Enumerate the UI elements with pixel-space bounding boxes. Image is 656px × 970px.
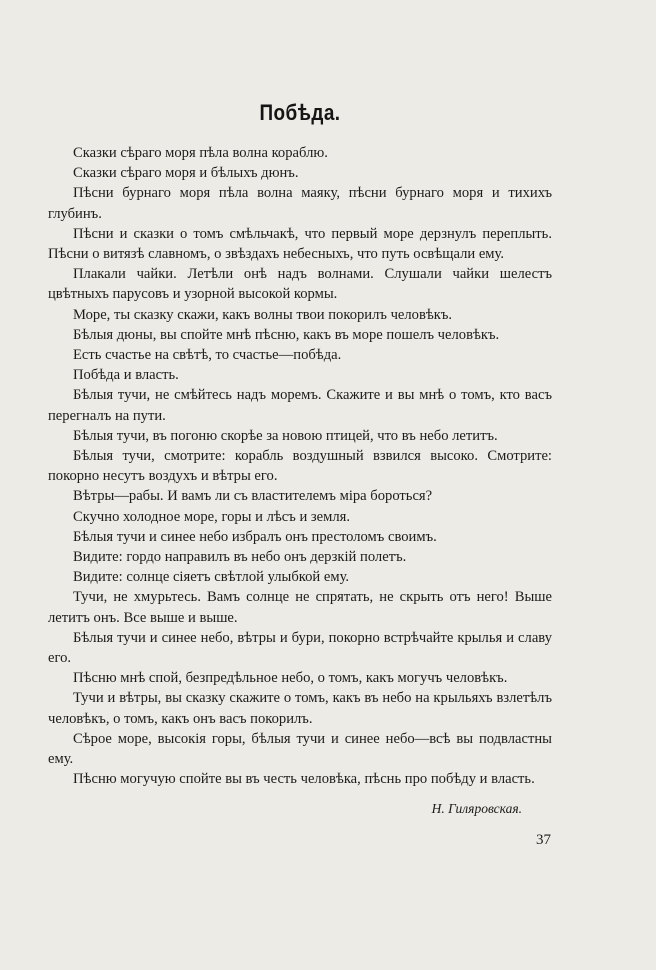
paragraph: Сказки сѣраго моря и бѣлыхъ дюнъ. — [73, 165, 299, 182]
poem-body — [48, 143, 552, 790]
paragraph: Бѣлыя тучи, смотрите: корабль воздушный взвился высоко. Смотрите: покорно несутъ воздухъ и вѣтры его. — [48, 448, 552, 485]
paragraph: Тучи, не хмурьтесь. Вамъ солнце не спрятать, не скрыть отъ него! Выше летитъ онъ. Все выше и выше. — [48, 589, 552, 626]
paragraph: Пѣсню мнѣ спой, безпредѣльное небо, о томъ, какъ могучъ человѣкъ. — [73, 670, 508, 687]
paragraph: Море, ты сказку скажи, какъ волны твои покорилъ человѣкъ. — [73, 306, 453, 323]
author-signature: Н. Гиляровская. — [431, 801, 522, 816]
paragraph: Сказки сѣраго моря пѣла волна кораблю. — [73, 145, 328, 161]
paragraph: Плакали чайки. Летѣли онѣ надъ волнами. Слушали чайки шелестъ цвѣтныхъ парусовъ и узорной высокой кормы. — [48, 266, 552, 303]
paragraph: Видите: солнце сіяетъ свѣтлой улыбкой ему. — [73, 569, 350, 586]
paragraph: Пѣсни и сказки о томъ смѣльчакѣ, что первый море дерзнулъ переплыть. Пѣсни о витязѣ славномъ, о звѣздахъ небесныхъ, что путь освѣщали ему. — [48, 225, 552, 263]
page-title: Побѣда. — [259, 100, 341, 125]
paragraph: Бѣлыя тучи и синее небо, вѣтры и бури, покорно встрѣчайте крылья и славу его. — [48, 629, 552, 667]
paragraph: Есть счастье на свѣтѣ, то счастье—побѣда. — [73, 347, 342, 364]
paragraph: Побѣда и власть. — [73, 367, 179, 384]
paragraph: Бѣлыя тучи, въ погоню скорѣе за новою птицей, что въ небо летитъ. — [73, 427, 498, 444]
paragraph: Бѣлыя тучи и синее небо избралъ онъ престоломъ своимъ. — [73, 528, 437, 545]
page-number: 37 — [536, 832, 551, 848]
paragraph: Бѣлыя дюны, вы спойте мнѣ пѣсню, какъ въ море пошелъ человѣкъ. — [73, 326, 500, 343]
paragraph: Видите: гордо направилъ въ небо онъ дерзкій полетъ. — [73, 549, 407, 566]
paragraph: Пѣсню могучую спойте вы въ честь человѣка, пѣснь про побѣду и власть. — [73, 771, 535, 788]
paragraph: Сѣрое море, высокія горы, бѣлыя тучи и синее небо—всѣ вы подвластны ему. — [48, 730, 552, 768]
paragraph: Вѣтры—рабы. И вамъ ли съ властителемъ міра бороться? — [73, 488, 433, 505]
paragraph: Бѣлыя тучи, не смѣйтесь надъ моремъ. Скажите и вы мнѣ о томъ, кто васъ перегналъ на пути. — [48, 387, 552, 424]
paragraph: Скучно холодное море, горы и лѣсъ и земля. — [73, 508, 351, 525]
paragraph: Пѣсни бурнаго моря пѣла волна маяку, пѣсни бурнаго моря и тихихъ глубинъ. — [48, 185, 552, 222]
paragraph: Тучи и вѣтры, вы сказку скажите о томъ, какъ въ небо на крыльяхъ взлетѣлъ человѣкъ, о томъ, какъ онъ васъ покорилъ. — [48, 690, 552, 727]
